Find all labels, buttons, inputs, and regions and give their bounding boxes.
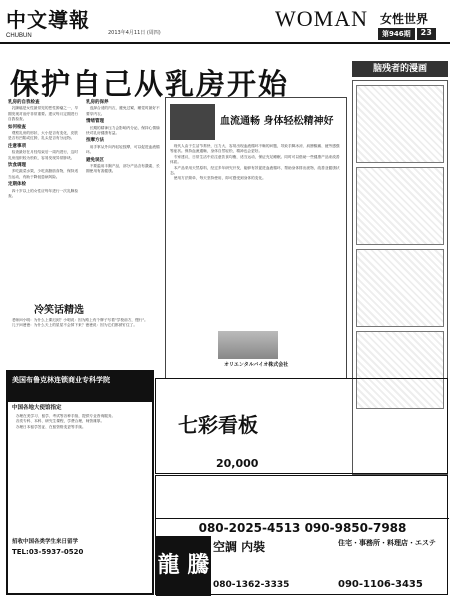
school-ad-phone: TEL:03-5937-0520 [12, 548, 84, 556]
product-photo [218, 331, 278, 359]
feature-body: 现代人由于生活节奏快、压力大，容易出现血液循环不畅的问题，导致手脚冰凉、肩膀酸痛、疲劳感强等症状。保持血流通畅，身体自然轻松，精神也会更好。 专家建议，日常生活中应注意饮食均衡，适当运动，保证充足睡眠。同时可以借助一些健康产品来改善体质。 本产品采用天然原料，经过多年研究开发，能够有效促进血液循环，帮助身体排出废物，改善亚健康状态。 使用方法简单，每天坚持使用，即可感受到身体的变化。 [170, 144, 340, 181]
service-title: 空調 内裝 [213, 540, 266, 554]
school-ad-body: 办理在美学习、留学、考试等各种手续，提供专业咨询服务。 各类专科、本科、研究生课程，学费合理，师资雄厚。 办理日本留学签证、在留资格变更等手续。 [15, 414, 116, 429]
service-phone: 080-1362-3335 [213, 580, 290, 590]
issue-number: 第946期 [378, 28, 415, 40]
shop-ad-price: 20,000 [216, 457, 259, 470]
article-column-1: 乳房的自我检查 乳腺癌是女性最常见的恶性肿瘤之一，早期发现对治疗非常重要。建议每月定期进行自我检查。 如何检查 观察乳房的形状、大小是否有变化，皮肤是否有凹陷或红肿，乳头是否有分泌物。 注意事项 检查最好在月经结束后一周内进行，这时乳房组织较为松软，容易发现异常肿块。 饮食调理 多吃蔬菜水果，少吃高脂肪食物，保持适当运动，有助于降低患病风险。 定期体检 四十岁以上的女性应每年进行一次乳腺检查。 [8, 100, 79, 199]
section-brand: WOMAN [275, 6, 368, 31]
dateline: 2013年4月11日 (周四) [108, 30, 161, 36]
school-ad-line: 中国各地大使馆指定 [12, 405, 62, 411]
service-ad-phone: 080-2025-4513 090-9850-7988 [198, 521, 407, 535]
school-ad-line: 招收中国各类学生来日留学 [12, 539, 79, 545]
dragon-logo: 龍 騰 [156, 536, 211, 596]
school-ad-title: 美国布鲁克林连锁商业专科学院 [8, 372, 152, 402]
comic-panel [356, 167, 444, 245]
page-number: 23 [417, 28, 436, 40]
feature-title: 血流通畅 身体轻松精神好 [220, 116, 334, 127]
page-title: 保护自己从乳房开始 [10, 67, 290, 101]
joke-section-title: 冷笑话精选 [34, 305, 84, 316]
school-ad [6, 370, 154, 595]
section-title: 女性世界 [380, 12, 429, 26]
feature-article [165, 97, 347, 379]
comic-panel [356, 249, 444, 327]
feature-badge [170, 104, 215, 140]
joke-body: 老师问小明：为什么上课迟到？小明说：因为路上有个牌子写着"学校前方，慢行"。 儿子问爸爸：为什么天上的星星不会掉下来？爸爸说：因为它们都被钉住了。 [11, 318, 148, 328]
masthead [0, 0, 450, 44]
shop-ad [155, 378, 448, 474]
service-side: 住宅・事務所・料理店・エステ [338, 539, 436, 547]
service-ad [155, 475, 448, 595]
feature-company: オリエンタルバイオ株式会社 [224, 362, 289, 368]
comic-panel [356, 85, 444, 163]
comic-tab: 脑残者的漫画 [352, 61, 448, 77]
logo: 中文導報 CHUBUN [6, 8, 90, 39]
shop-ad-title: 七彩看板 [178, 413, 258, 437]
article-column-2: 乳房的保养 选择合适的内衣，避免过紧，睡觉时最好不要穿内衣。 情绪管理 长期的精神压力会影响内分泌，保持心情愉快对乳房健康有益。 按摩方法 用手掌从外向内轻轻按摩，可以促进血液循环。 避免误区 不要滥用丰胸产品，部分产品含有激素，长期使用有害健康。 [86, 100, 160, 174]
service-phone-2: 090-1106-3435 [338, 579, 423, 590]
service-ad-top [156, 476, 449, 519]
issue-box [378, 28, 444, 40]
